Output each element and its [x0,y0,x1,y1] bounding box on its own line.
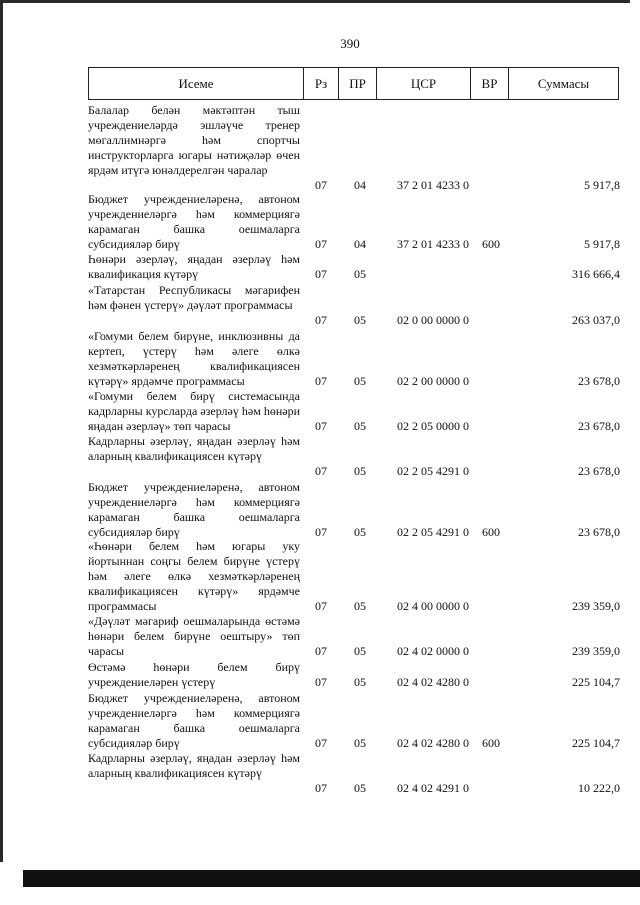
row-sum: 23 678,0 [578,419,620,433]
row-rz: 07 [315,419,327,433]
row-csr: 02 4 02 4291 0 [397,781,469,795]
table-header [88,67,619,100]
row-name: Кадрларны әзерләү, яңадан әзерләү һәм аларның квалификациясен күтәрү [88,434,300,463]
row-name: Бюджет учреждениеләренә, автоном учреждениеләргә һәм коммерциягә карамаган башка оешмаларга субсидияләр бирү [88,480,300,539]
row-rz: 07 [315,464,327,478]
column-header-pr: ПР [338,68,376,99]
row-pr: 04 [354,237,366,251]
row-name: Балалар белән мәктәптән тыш учреждениеләрдә эшләүче тренер мөгаллимнәргә һәм спортчы инструкторларга югары нәтиҗәләр өчен ярдәм итүгә юнәлдерелгән чаралар [88,103,300,177]
row-name: «Гомуми белем бирү системасында кадрларны курсларда әзерләү һәм һөнәри яңадан әзерләү» төп чарасы [88,389,300,433]
row-sum: 5 917,8 [584,178,620,192]
row-rz: 07 [315,675,327,689]
row-pr: 05 [354,374,366,388]
row-pr: 05 [354,464,366,478]
row-csr: 02 2 05 0000 0 [397,419,469,433]
row-rz: 07 [315,178,327,192]
row-pr: 04 [354,178,366,192]
column-header-name: Исеме [178,75,214,91]
row-sum: 225 104,7 [572,675,620,689]
row-vr: 600 [482,736,500,750]
row-name: Һөнәри әзерләү, яңадан әзерләү һәм квалификация күтәрү [88,252,300,281]
row-pr: 05 [354,525,366,539]
row-rz: 07 [315,267,327,281]
row-rz: 07 [315,313,327,327]
row-name: Кадрларны әзерләү, яңадан әзерләү һәм аларның квалификациясен күтәрү [88,751,300,780]
scan-bottom-edge [23,870,640,887]
row-sum: 225 104,7 [572,736,620,750]
row-sum: 316 666,4 [572,267,620,281]
row-pr: 05 [354,419,366,433]
row-csr: 02 4 02 4280 0 [397,675,469,689]
row-vr: 600 [482,525,500,539]
row-csr: 37 2 01 4233 0 [397,178,469,192]
row-sum: 23 678,0 [578,374,620,388]
page-frame-top [0,0,630,3]
row-csr: 02 2 05 4291 0 [397,525,469,539]
row-rz: 07 [315,525,327,539]
row-pr: 05 [354,267,366,281]
row-name: Бюджет учреждениеләренә, автоном учреждениеләргә һәм коммерциягә карамаган башка оешмаларга субсидияләр бирү [88,192,300,251]
row-csr: 02 2 05 4291 0 [397,464,469,478]
row-csr: 02 4 02 4280 0 [397,736,469,750]
column-header-csr: ЦСР [376,68,470,99]
row-rz: 07 [315,599,327,613]
column-header-vr: ВР [470,68,508,99]
row-name: Өстәмә һөнәри белем бирү учреждениеләрен үстерү [88,660,300,689]
row-name: «Татарстан Республикасы мәгарифен һәм фәнен үстерү» дәүләт программасы [88,283,300,312]
row-sum: 239 359,0 [572,599,620,613]
row-rz: 07 [315,736,327,750]
row-sum: 23 678,0 [578,525,620,539]
row-name: «Һөнәри белем һәм югары уку йортыннан соңгы белем бирүне үстерү һәм әлеге өлкә хезмәткәрләренең квалификациясен күтәрү» ярдәмче программасы [88,539,300,613]
row-sum: 5 917,8 [584,237,620,251]
row-csr: 02 0 00 0000 0 [397,313,469,327]
row-name: «Гомуми белем бирүне, инклюзивны да кертеп, үстерү һәм әлеге өлкә хезмәткәрләренең квалификациясен күтәрү» ярдәмче программасы [88,329,300,388]
row-sum: 263 037,0 [572,313,620,327]
row-pr: 05 [354,736,366,750]
row-pr: 05 [354,675,366,689]
row-csr: 02 4 02 0000 0 [397,644,469,658]
row-vr: 600 [482,237,500,251]
row-sum: 10 222,0 [578,781,620,795]
row-csr: 02 2 00 0000 0 [397,374,469,388]
row-csr: 02 4 00 0000 0 [397,599,469,613]
row-rz: 07 [315,644,327,658]
row-csr: 37 2 01 4233 0 [397,237,469,251]
row-sum: 23 678,0 [578,464,620,478]
page-frame-left [0,0,3,862]
row-rz: 07 [315,374,327,388]
row-sum: 239 359,0 [572,644,620,658]
row-name: Бюджет учреждениеләренә, автоном учреждениеләргә һәм коммерциягә карамаган башка оешмаларга субсидияләр бирү [88,691,300,750]
row-pr: 05 [354,599,366,613]
row-rz: 07 [315,237,327,251]
column-header-rz: Рз [303,68,338,99]
row-rz: 07 [315,781,327,795]
row-pr: 05 [354,313,366,327]
page-number: 390 [340,36,360,51]
column-header-sum: Суммасы [508,68,618,99]
row-name: «Дәүләт мәгариф оешмаларында өстәмә һөнәри белем бирүне оештыру» төп чарасы [88,614,300,658]
row-pr: 05 [354,644,366,658]
row-pr: 05 [354,781,366,795]
